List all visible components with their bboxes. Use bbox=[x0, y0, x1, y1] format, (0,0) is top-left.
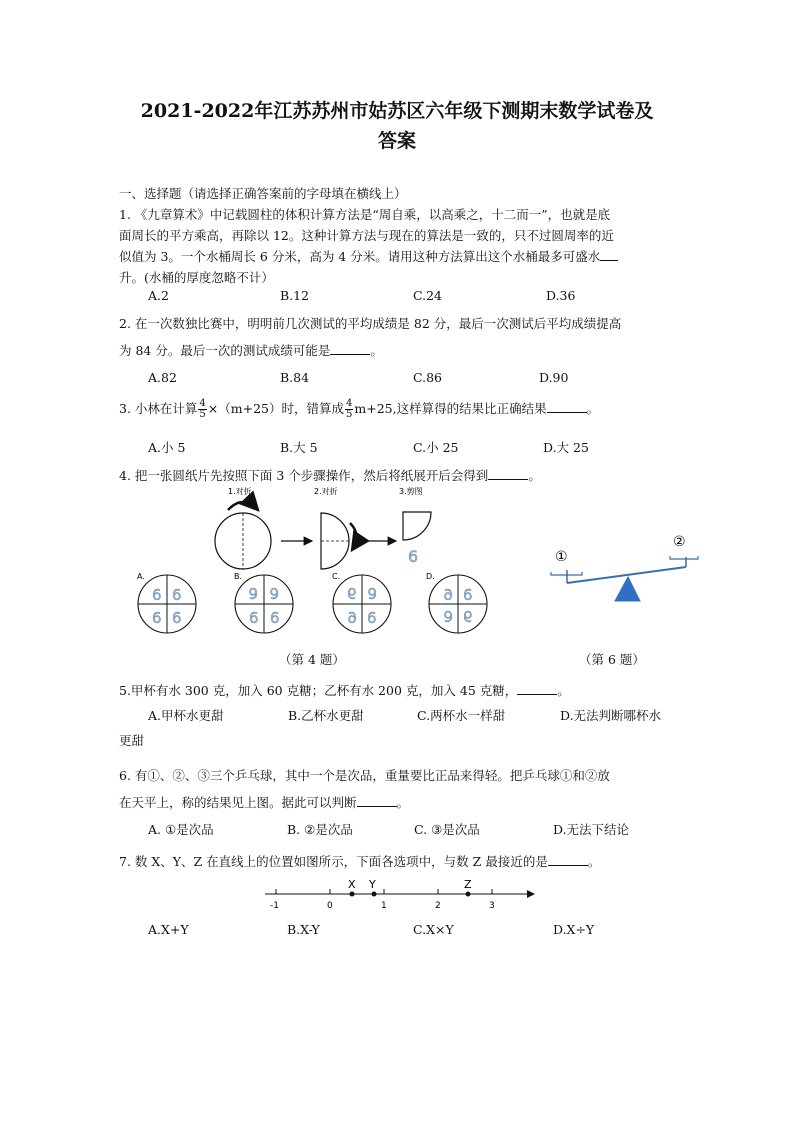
q4-option-a-figure[interactable] bbox=[137, 572, 196, 633]
fraction-denominator: 5 bbox=[346, 409, 353, 420]
glyph-six: 6 bbox=[347, 584, 357, 602]
axis-tick-label: 1 bbox=[381, 901, 387, 911]
answer-blank[interactable] bbox=[547, 402, 587, 413]
point-x bbox=[350, 892, 355, 897]
q1-line-3 bbox=[119, 249, 618, 265]
q2-option-a[interactable]: A.82 bbox=[148, 370, 177, 385]
answer-blank[interactable] bbox=[330, 344, 370, 355]
q4-option-b-figure[interactable] bbox=[234, 572, 293, 633]
q5-option-b[interactable]: B.乙杯水更甜 bbox=[288, 708, 364, 723]
ball-2-label: ② bbox=[673, 534, 686, 550]
q6-line-1: 6. 有①、②、③三个乒乓球，其中一个是次品，重量要比正品来得轻。把乒乓球①和②放 bbox=[119, 768, 610, 783]
q3-option-a[interactable]: A.小 5 bbox=[148, 440, 186, 455]
q4-option-c-figure[interactable] bbox=[332, 572, 391, 633]
glyph-six: 6 bbox=[249, 609, 259, 627]
q6-option-a[interactable]: A. ①是次品 bbox=[148, 822, 214, 837]
q6-line-2-text: 在天平上，称的结果见上图。据此可以判断 bbox=[119, 795, 357, 810]
q4-q6-figures bbox=[0, 480, 794, 670]
q2-line-1: 2. 在一次数独比赛中，明明前几次测试的平均成绩是 82 分，最后一次测试后平均成绩提高 bbox=[119, 316, 622, 331]
q3-line: 3. 小林在计算 $\frac{4}{5}$ ×（m+25）时，错算成 $\frac{4}{5}$ m+25,这样算得的结果比正确结果 。 bbox=[119, 398, 600, 420]
point-z bbox=[466, 892, 471, 897]
q1-line-2: 面周长的平方乘高，再除以 12。这种计算方法与现在的算法是一致的，只不过圆周率的近 bbox=[119, 228, 614, 243]
option-label: A. bbox=[137, 572, 145, 581]
q1-option-c[interactable]: C.24 bbox=[413, 288, 442, 303]
q6-option-b[interactable]: B. ②是次品 bbox=[287, 822, 353, 837]
point-y-label: Y bbox=[369, 878, 376, 891]
fraction-numerator: 4 bbox=[199, 398, 206, 409]
q3-option-c[interactable]: C.小 25 bbox=[413, 440, 459, 455]
axis-tick-label: 0 bbox=[327, 901, 333, 911]
answer-blank[interactable] bbox=[357, 796, 397, 807]
q7-option-a[interactable]: A.X+Y bbox=[148, 922, 189, 937]
step3-label: 3.剪图 bbox=[399, 487, 423, 496]
q6-option-c[interactable]: C. ③是次品 bbox=[414, 822, 480, 837]
option-label: D. bbox=[426, 572, 435, 581]
q5-line: 5.甲杯有水 300 克，加入 60 克糖；乙杯有水 200 克，加入 45 克糖， 。 bbox=[119, 683, 570, 698]
q2-line-2: 为 84 分。最后一次的测试成绩可能是 。 bbox=[119, 343, 383, 358]
glyph-six: 6 bbox=[463, 607, 473, 625]
ball-1-label: ① bbox=[555, 549, 568, 565]
fraction-numerator: 4 bbox=[346, 398, 353, 409]
q5-option-c[interactable]: C.两杯水一样甜 bbox=[417, 708, 506, 723]
q6-line-2: 在天平上，称的结果见上图。据此可以判断 。 bbox=[119, 795, 410, 810]
q7-option-b[interactable]: B.X-Y bbox=[287, 922, 320, 937]
glyph-six: 6 bbox=[152, 609, 162, 627]
q1-option-d[interactable]: D.36 bbox=[546, 288, 576, 303]
answer-blank[interactable] bbox=[600, 250, 618, 261]
q2-option-b[interactable]: B.84 bbox=[280, 370, 310, 385]
option-label: B. bbox=[234, 572, 243, 581]
q5-option-d-continued: 更甜 bbox=[119, 733, 145, 748]
q3-option-d[interactable]: D.大 25 bbox=[543, 440, 589, 455]
step3-quarter-piece bbox=[403, 512, 431, 566]
q5-option-a[interactable]: A.甲杯水更甜 bbox=[148, 708, 224, 723]
fraction-denominator: 5 bbox=[199, 409, 206, 420]
glyph-six: 6 bbox=[152, 586, 162, 604]
q1-line-1: 1. 《九章算术》中记载圆柱的体积计算方法是“周自乘，以高乘之，十二而一”，也就是底 bbox=[119, 207, 611, 222]
glyph-six: 6 bbox=[270, 609, 280, 627]
q7-line: 7. 数 X、Y、Z 在直线上的位置如图所示，下面各选项中，与数 Z 最接近的是 。 bbox=[119, 854, 601, 869]
figure-4-caption: （第 4 题） bbox=[279, 652, 345, 667]
glyph-six: 6 bbox=[269, 584, 279, 602]
q2-option-d[interactable]: D.90 bbox=[539, 370, 569, 385]
q2-option-c[interactable]: C.86 bbox=[413, 370, 442, 385]
glyph-six: 6 bbox=[172, 609, 182, 627]
title-line-1: 2021-2022年江苏苏州市姑苏区六年级下测期末数学试卷及 bbox=[140, 100, 654, 122]
q3-option-b[interactable]: B.大 5 bbox=[280, 440, 318, 455]
glyph-six: 6 bbox=[408, 547, 419, 566]
step1-label: 1.对折 bbox=[228, 487, 252, 496]
axis-tick-label: -1 bbox=[270, 901, 279, 911]
option-label: C. bbox=[332, 572, 341, 581]
q3-text-pre: 3. 小林在计算 bbox=[119, 401, 198, 416]
q2-line-2-text: 为 84 分。最后一次的测试成绩可能是 bbox=[119, 343, 331, 358]
fraction-four-fifths-2 bbox=[345, 399, 353, 420]
q1-line-4: 升。(水桶的厚度忽略不计） bbox=[119, 270, 274, 285]
figure-6-caption: （第 6 题） bbox=[579, 652, 645, 667]
q7-line-text: 7. 数 X、Y、Z 在直线上的位置如图所示，下面各选项中，与数 Z 最接近的是 bbox=[119, 854, 548, 869]
glyph-six: 6 bbox=[463, 586, 473, 604]
q7-option-d[interactable]: D.X÷Y bbox=[553, 922, 595, 937]
q3-text-post: m+25,这样算得的结果比正确结果 bbox=[354, 401, 547, 416]
answer-blank[interactable] bbox=[517, 684, 557, 695]
fraction-four-fifths bbox=[198, 399, 206, 420]
glyph-six: 6 bbox=[248, 584, 258, 602]
q1-option-b[interactable]: B.12 bbox=[280, 288, 310, 303]
glyph-six: 6 bbox=[443, 586, 453, 604]
q7-option-c[interactable]: C.X×Y bbox=[413, 922, 454, 937]
q4-option-d-figure[interactable] bbox=[426, 572, 487, 633]
step2-label: 2.对折 bbox=[314, 487, 338, 496]
answer-blank[interactable] bbox=[488, 469, 528, 480]
q1-line-3-text: 似值为 3。一个水桶周长 6 分米，高为 4 分米。请用这种方法算出这个水桶最多可盛水 bbox=[119, 249, 601, 264]
q5-line-text: 5.甲杯有水 300 克，加入 60 克糖；乙杯有水 200 克，加入 45 克糖， bbox=[119, 683, 518, 698]
section-heading: 一、选择题（请选择正确答案前的字母填在横线上） bbox=[119, 186, 407, 201]
q3-text-mid: ×（m+25）时，错算成 bbox=[207, 401, 344, 416]
glyph-six: 6 bbox=[172, 586, 182, 604]
q5-option-d[interactable]: D.无法判断哪杯水 bbox=[560, 708, 662, 723]
step1-circle bbox=[215, 502, 271, 569]
point-y bbox=[372, 892, 377, 897]
glyph-six: 6 bbox=[367, 609, 377, 627]
q4-line: 4. 把一张圆纸片先按照下面 3 个步骤操作，然后将纸展开后会得到 。 bbox=[119, 468, 541, 483]
q4-line-text: 4. 把一张圆纸片先按照下面 3 个步骤操作，然后将纸展开后会得到 bbox=[119, 468, 489, 483]
axis-tick-label: 2 bbox=[435, 901, 441, 911]
point-z-label: Z bbox=[464, 878, 472, 891]
point-x-label: X bbox=[348, 878, 356, 891]
glyph-six: 6 bbox=[443, 607, 453, 625]
balance-scale bbox=[551, 534, 698, 601]
q6-option-d[interactable]: D.无法下结论 bbox=[553, 822, 630, 837]
q1-option-a[interactable]: A.2 bbox=[148, 288, 169, 303]
glyph-six: 6 bbox=[347, 609, 357, 627]
number-line bbox=[250, 868, 550, 912]
title-line-2: 答案 bbox=[377, 130, 416, 152]
step2-half-circle bbox=[321, 513, 357, 569]
axis-tick-label: 3 bbox=[489, 901, 495, 911]
glyph-six: 6 bbox=[367, 584, 377, 602]
answer-blank[interactable] bbox=[548, 855, 588, 866]
document-title bbox=[100, 96, 694, 156]
